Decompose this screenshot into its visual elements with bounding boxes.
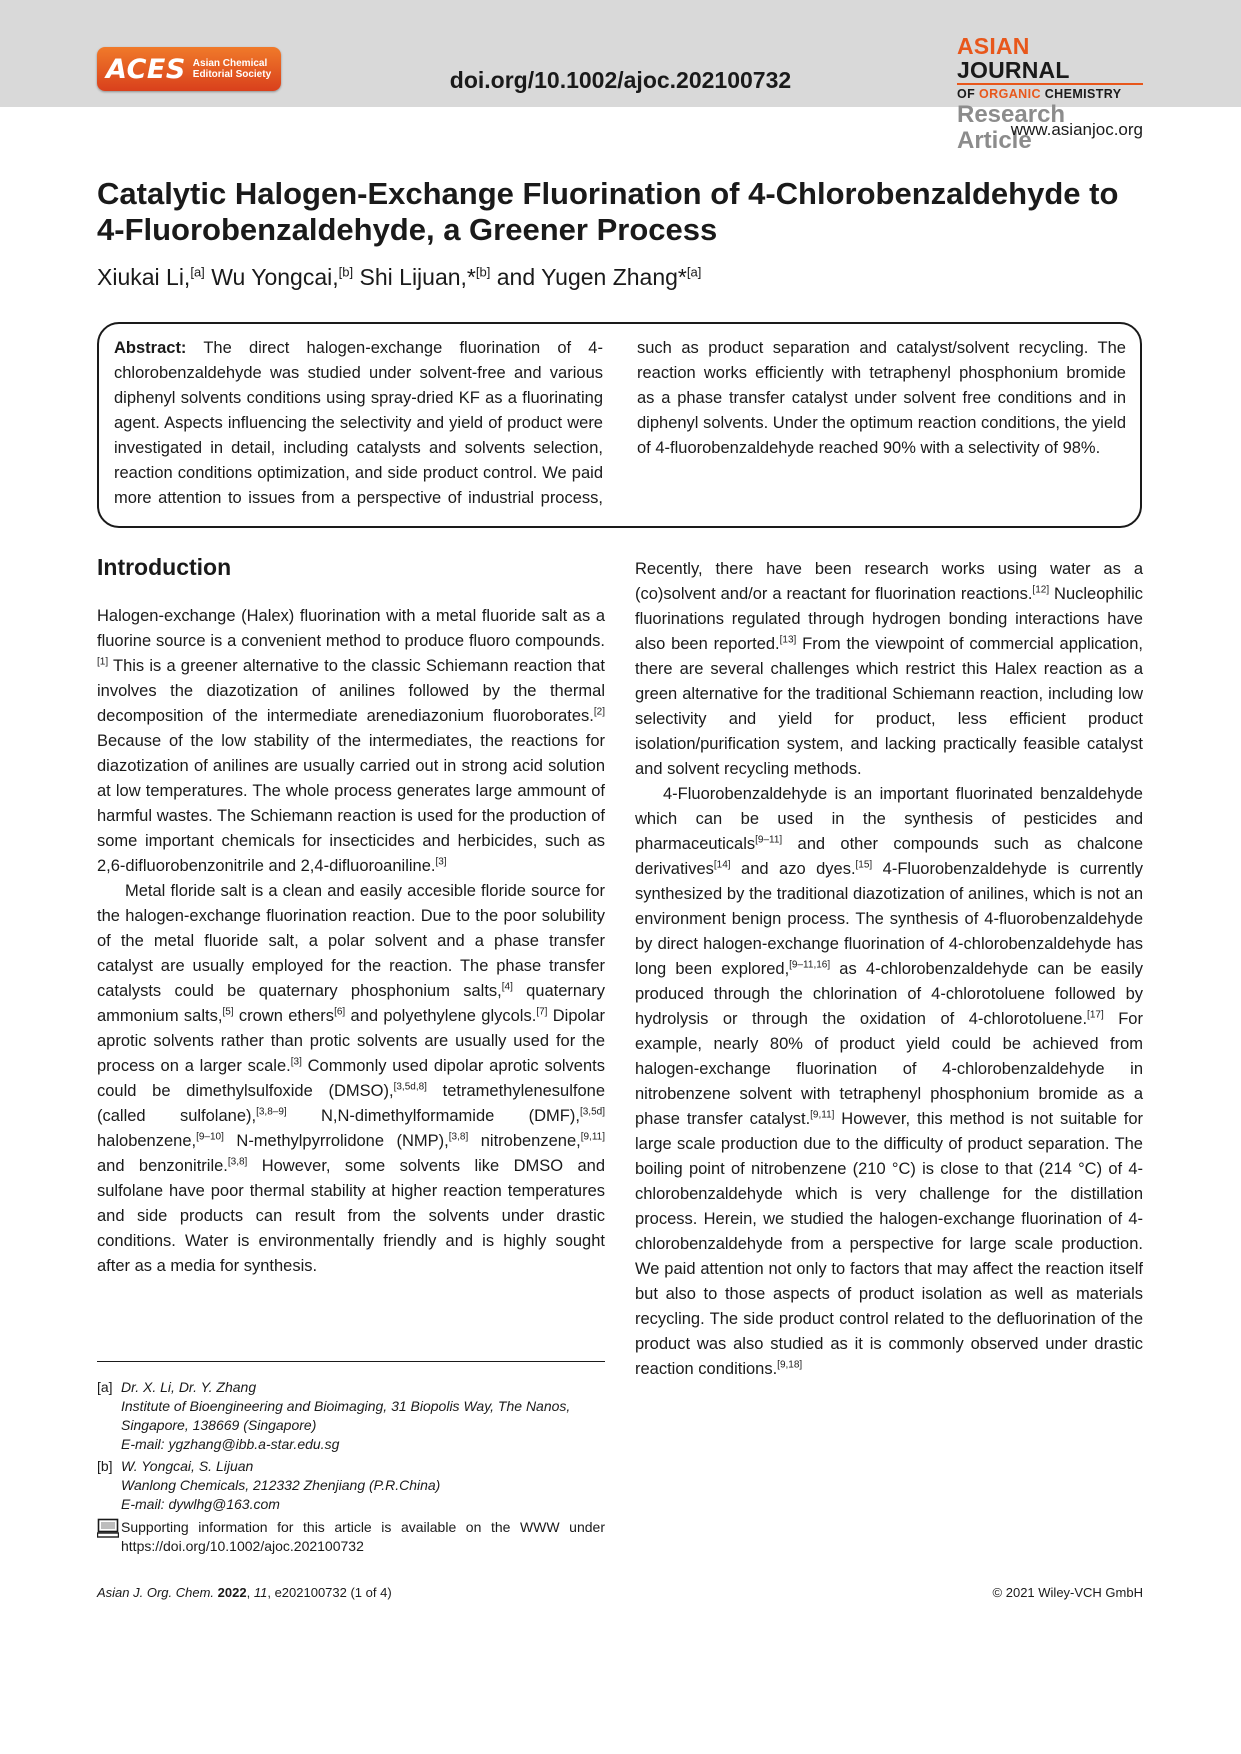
citation: [6] xyxy=(334,1006,346,1018)
citation: [3] xyxy=(290,1056,302,1068)
footnote-affiliation-b: [b] W. Yongcai, S. Lijuan Wanlong Chemicals, 212332 Zhenjiang (P.R.China) E-mail: dywlhg@163.com xyxy=(97,1458,441,1512)
citation: [14] xyxy=(713,859,731,871)
footnote-affiliation-a: [a] Dr. X. Li, Dr. Y. Zhang Institute of Bioengineering and Bioimaging, 31 Biopolis Way, The Nanos, Singapore, 138669 (Singapore) E-mail: ygzhang@ibb.a-star.edu.sg xyxy=(97,1379,571,1452)
citation-footer: Asian J. Org. Chem. 2022, 11, e202100732 (1 of 4) xyxy=(97,1585,392,1600)
journal-brand-rule xyxy=(957,83,1143,85)
paragraph: Metal floride salt is a clean and easily accesible floride source for the halogen-exchange fluorination reaction. Due to the poor solubility of the metal fluoride salt, a polar solvent and a phase transfer catalyst are usually employed for the reaction. The phase transfer catalysts could be quaternary phosphonium salts,[4] quaternary ammonium salts,[5] crown ethers[6] and polyethylene glycols.[7] Dipolar aprotic solvents rather than protic solvents are usually used for the process on a larger scale.[3] Commonly used dipolar aprotic solvents could be dimethylsulfoxide (DMSO),[3,5d,8] tetramethylenesulfone (called sulfolane),[3,8–9] N,N-dimethylformamide (DMF),[3,5d] halobenzene,[9–10] N-methylpyrrolidone (NMP),[3,8] nitrobenzene,[9,11] and benzonitrile.[3,8] However, some solvents like DMSO and sulfolane have poor thermal stability at higher reaction temperatures and side products can result from the solvents under drastic conditions. Water is environmentally friendly and is highly sought after as a media for synthesis. xyxy=(97,882,606,1275)
aces-logo-subtitle: Asian Chemical Editorial Society xyxy=(192,58,272,80)
citation: [17] xyxy=(1087,1009,1104,1021)
citation: [4] xyxy=(501,981,513,993)
citation: [13] xyxy=(779,634,797,646)
author: and Yugen Zhang*[a] xyxy=(496,264,702,290)
abstract-box xyxy=(97,322,1142,528)
copyright: © 2021 Wiley-VCH GmbH xyxy=(992,1585,1143,1600)
author-list xyxy=(97,264,1143,291)
supporting-info-note xyxy=(97,1518,605,1556)
citation: [9,11] xyxy=(580,1131,605,1143)
article-type: Research Article xyxy=(957,101,1066,154)
citation: [2] xyxy=(593,706,605,718)
aces-logo-word: ACES xyxy=(106,53,186,85)
citation: [3,8–9] xyxy=(256,1106,287,1118)
citation: [3,8] xyxy=(227,1156,248,1168)
footnotes xyxy=(97,1378,605,1556)
email-link[interactable]: E-mail: ygzhang@ibb.a-star.edu.sg xyxy=(121,1436,340,1452)
right-column xyxy=(635,557,1143,1382)
citation: [12] xyxy=(1032,584,1050,596)
citation: [9,18] xyxy=(777,1359,803,1371)
journal-name-line1: ASIAN JOURNAL xyxy=(957,33,1070,83)
author: Wu Yongcai,[b] xyxy=(211,264,354,290)
citation: [3,5d,8] xyxy=(393,1081,427,1093)
citation: [9–11,16] xyxy=(789,959,831,971)
author: Xiukai Li,[a] xyxy=(97,264,205,290)
footnote-divider xyxy=(97,1361,605,1362)
journal-website-link[interactable]: www.asianjoc.org xyxy=(1010,120,1143,139)
section-heading-introduction: Introduction xyxy=(97,554,232,580)
citation: [9–10] xyxy=(196,1131,224,1143)
article-title: Catalytic Halogen-Exchange Fluorination of 4-Chlorobenzaldehyde to 4-Fluorobenzaldehyde, a Greener Process xyxy=(97,176,1119,247)
citation: [1] xyxy=(97,656,109,668)
citation: [5] xyxy=(222,1006,234,1018)
doi-link[interactable]: doi.org/10.1002/ajoc.202100732 xyxy=(449,67,792,93)
journal-name-line2: OF ORGANIC CHEMISTRY xyxy=(957,87,1122,101)
left-column xyxy=(97,552,605,1279)
citation: [15] xyxy=(855,859,873,871)
paragraph: 4-Fluorobenzaldehyde is an important fluorinated benzaldehyde which can be used in the synthesis of pesticides and pharmaceuticals[9–11] and other compounds such as chalcone derivatives[14] and azo dyes.[15] 4-Fluorobenzaldehyde is currently synthesized by the traditional diazotization of anilines, which is not an environment benign process. The synthesis of 4-fluorobenzaldehyde by direct halogen-exchange fluorination of 4-chlorobenzaldehyde has long been explored,[9–11,16] as 4-chlorobenzaldehyde can be easily produced through the chlorination of 4-chlorotoluene followed by hydrolysis or through the oxidation of 4-chlorotoluene.[17] For example, nearly 80% of product yield could be achieved from halogen-exchange fluorination of 4-chlorobenzaldehyde in nitrobenzene solvent with tetraphenyl phosphonium bromide as a phase transfer catalyst.[9,11] However, this method is not suitable for large scale production due to the difficulty of product separation. The boiling point of nitrobenzene (210 °C) is close to that (214 °C) of 4-chlorobenzaldehyde which is very challenge for the distillation process. Herein, we studied the halogen-exchange fluorination of 4-chlorobenzaldehyde from a perspective for large scale production. We paid attention not only to factors that may affect the reaction itself but also to those aspects of product isolation as well as materials recycling. The side product control related to the defluorination of the product was also studied as it is commonly observed under drastic reaction conditions.[9,18] xyxy=(635,785,1143,1378)
supporting-info-link[interactable]: Supporting information for this article is available on the WWW under https://doi.org/10.1002/ajoc.202100732 xyxy=(121,1519,605,1554)
abstract-text: Abstract: The direct halogen-exchange fluorination of 4-chlorobenzaldehyde was studied under solvent-free and various diphenyl solvents conditions using spray-dried KF as a fluorinating agent. Aspects influencing the selectivity and yield of product were investigated in detail, including catalysts and solvents selection, reaction conditions optimization, and side product control. We paid more attention to issues from a perspective of industrial process, such as product separation and catalyst/solvent recycling. The reaction works efficiently with tetraphenyl phosphonium bromide as a phase transfer catalyst under solvent free conditions and in diphenyl solvents. Under the optimum reaction conditions, the yield of 4-fluorobenzaldehyde reached 90% with a selectivity of 98%. xyxy=(114,339,1126,507)
email-link[interactable]: E-mail: dywlhg@163.com xyxy=(121,1496,280,1512)
computer-icon xyxy=(97,1518,121,1556)
citation: [3] xyxy=(435,856,447,868)
paragraph: Halogen-exchange (Halex) fluorination with a metal fluoride salt as a fluorine source is a convenient method to produce fluoro compounds.[1] This is a greener alternative to the classic Schiemann reaction that involves the diazotization of anilines followed by the thermal decomposition of the intermediate arenediazonium fluoroborates.[2] Because of the low stability of the intermediates, the reactions for diazotization of anilines are usually carried out in strong acid solution at low temperatures. The whole process generates large ammount of harmful wastes. The Schiemann reaction is used for the production of some important chemicals for insecticides and herbicides, such as 2,6-difluorobenzonitrile and 2,4-difluoroaniline.[3] xyxy=(97,607,605,875)
paragraph: Recently, there have been research works using water as a (co)solvent and/or a reactant for fluorination reactions.[12] Nucleophilic fluorinations regulated through hydrogen bonding interactions have also been reported.[13] From the viewpoint of commercial application, there are several challenges which restrict this Halex reaction as a green alternative for the traditional Schiemann reaction, including low selectivity and yield for product, less efficient product isolation/purification system, and lacking practically feasible catalyst and solvent recycling methods. xyxy=(635,560,1144,778)
author: Shi Lijuan,*[b] xyxy=(359,264,491,290)
citation: [3,5d] xyxy=(579,1106,605,1118)
citation: [3,8] xyxy=(448,1131,469,1143)
citation: [9–11] xyxy=(755,834,783,846)
citation: [7] xyxy=(536,1006,548,1018)
abstract-label: Abstract: xyxy=(114,339,187,357)
citation: [9,11] xyxy=(810,1109,835,1121)
